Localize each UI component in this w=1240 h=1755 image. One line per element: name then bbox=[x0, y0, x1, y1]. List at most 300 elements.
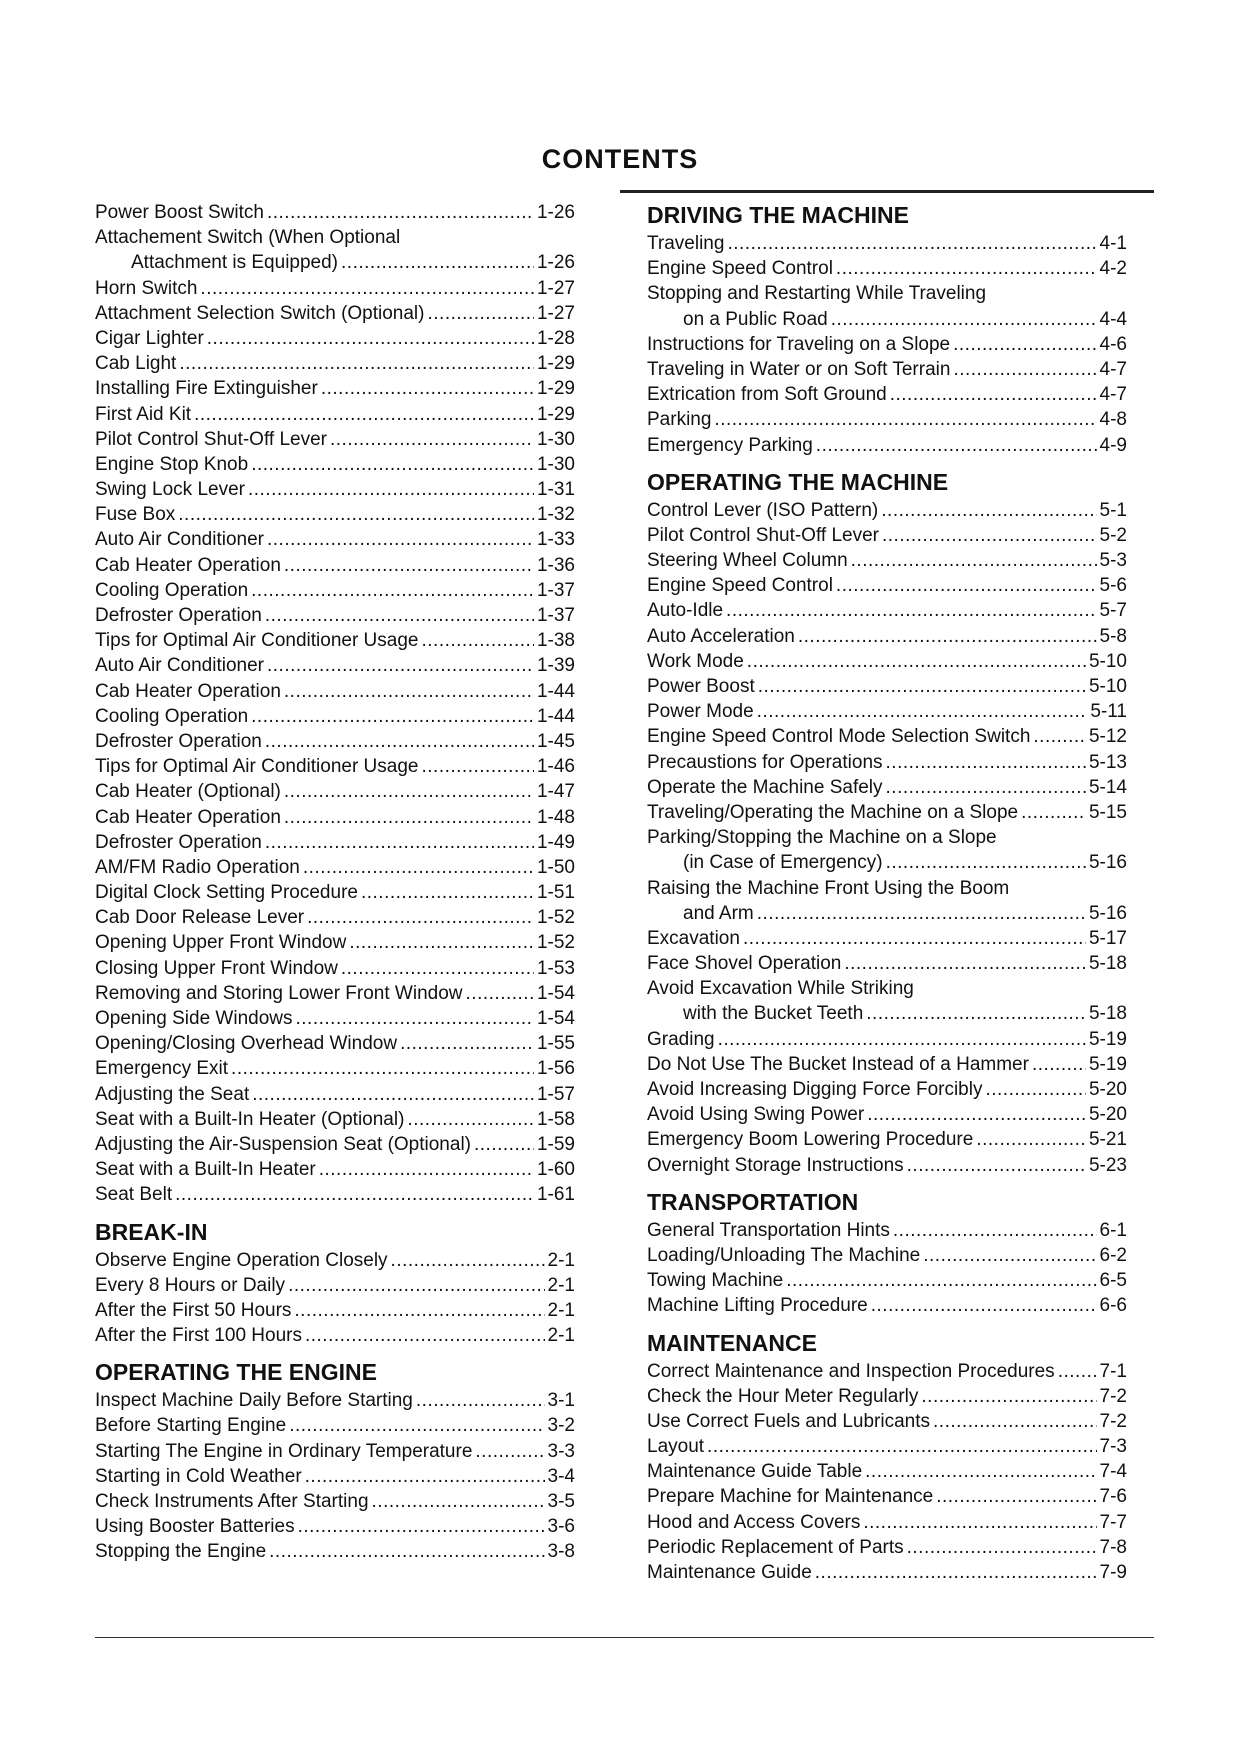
toc-entry-page: 1-55 bbox=[536, 1033, 575, 1055]
toc-entry-label: Auto Air Conditioner bbox=[95, 655, 264, 677]
toc-entry-label: AM/FM Radio Operation bbox=[95, 856, 300, 878]
toc-entry-label: Observe Engine Operation Closely bbox=[95, 1249, 388, 1271]
toc-entry-label: Cab Heater Operation bbox=[95, 680, 281, 702]
toc-entry-label: Auto Acceleration bbox=[647, 625, 795, 647]
toc-entry-page: 1-29 bbox=[536, 403, 575, 425]
toc-entry-label: Cab Heater Operation bbox=[95, 554, 281, 576]
toc-entry-label: Opening Side Windows bbox=[95, 1008, 293, 1029]
toc-entry-page: 4-6 bbox=[1099, 333, 1127, 355]
toc-entry-label: Starting in Cold Weather bbox=[95, 1465, 302, 1487]
toc-entry-label: Maintenance Guide bbox=[647, 1562, 812, 1583]
toc-entry bbox=[647, 1052, 1127, 1077]
toc-entry-label: Pilot Control Shut-Off Lever bbox=[647, 524, 879, 546]
toc-entry-page: 1-29 bbox=[536, 353, 575, 375]
dot-leader bbox=[248, 477, 534, 502]
toc-entry bbox=[95, 1273, 575, 1298]
toc-entry bbox=[647, 1510, 1127, 1535]
toc-entry-page: 5-10 bbox=[1088, 676, 1127, 697]
toc-entry-page: 3-5 bbox=[547, 1491, 575, 1512]
toc-section-break-in bbox=[95, 1217, 575, 1349]
dot-leader bbox=[284, 679, 534, 704]
toc-section-operating-engine bbox=[95, 1357, 575, 1564]
dot-leader bbox=[844, 951, 1086, 976]
toc-entry-label: Engine Speed Control bbox=[647, 575, 833, 597]
dot-leader bbox=[886, 775, 1086, 800]
toc-entry-page: 4-1 bbox=[1099, 233, 1127, 254]
toc-entry: Parking/Stopping the Machine on a Slope bbox=[647, 827, 997, 849]
toc-entry bbox=[95, 930, 575, 955]
toc-entry bbox=[95, 1539, 575, 1564]
dot-leader bbox=[294, 1298, 544, 1323]
toc-entry-page: 5-20 bbox=[1088, 1104, 1127, 1126]
right-column bbox=[647, 200, 1127, 1585]
toc-entry-page: 2-1 bbox=[547, 1249, 575, 1271]
toc-entry-label: Horn Switch bbox=[95, 277, 198, 299]
toc-entry bbox=[95, 477, 575, 502]
toc-entry-label: Cab Heater Operation bbox=[95, 806, 281, 828]
dot-leader bbox=[727, 231, 1096, 256]
dot-leader bbox=[718, 1027, 1086, 1052]
toc-entry bbox=[95, 779, 575, 804]
toc-entry-label: Cab Light bbox=[95, 353, 177, 375]
dot-leader bbox=[251, 452, 534, 477]
toc-entry bbox=[647, 523, 1127, 548]
toc-entry-page: 1-36 bbox=[536, 554, 575, 576]
toc-entry-label: (in Case of Emergency) bbox=[683, 852, 883, 874]
toc-entry-page: 1-52 bbox=[536, 932, 575, 954]
toc-entry bbox=[95, 1056, 575, 1081]
toc-entry-page: 7-1 bbox=[1099, 1360, 1127, 1382]
toc-entry-page: 4-4 bbox=[1099, 308, 1127, 330]
toc-entry-page: 1-61 bbox=[536, 1184, 575, 1206]
toc-entry bbox=[647, 231, 1127, 256]
toc-entry-label: Attachment Selection Switch (Optional) bbox=[95, 302, 425, 324]
toc-section-operating-machine bbox=[647, 467, 1127, 1178]
toc-entry-page: 4-2 bbox=[1099, 258, 1127, 280]
toc-entry bbox=[647, 1560, 1127, 1585]
toc-entry bbox=[647, 1293, 1127, 1318]
toc-entry bbox=[647, 724, 1127, 749]
toc-entry bbox=[95, 855, 575, 880]
toc-section-intro bbox=[95, 200, 575, 1208]
toc-entry: Stopping and Restarting While Traveling bbox=[647, 283, 987, 305]
toc-entry-page: 5-19 bbox=[1088, 1053, 1127, 1075]
toc-entry-page: 5-20 bbox=[1088, 1079, 1127, 1100]
toc-entry-page: 6-2 bbox=[1099, 1244, 1127, 1266]
section-heading-operating-engine: OPERATING THE ENGINE bbox=[95, 1359, 377, 1386]
toc-entry-label: Emergency Exit bbox=[95, 1058, 229, 1080]
dot-leader bbox=[341, 956, 534, 981]
toc-entry bbox=[95, 603, 575, 628]
dot-leader bbox=[921, 1384, 1096, 1409]
left-column bbox=[95, 200, 575, 1565]
toc-entry bbox=[95, 1298, 575, 1323]
toc-entry-page: 5-6 bbox=[1099, 575, 1127, 597]
toc-entry-page: 6-1 bbox=[1099, 1219, 1127, 1241]
toc-entry-label: Cooling Operation bbox=[95, 705, 249, 727]
toc-entry bbox=[95, 502, 575, 527]
toc-entry-label: Check Instruments After Starting bbox=[95, 1491, 369, 1512]
toc-entry-page: 2-1 bbox=[547, 1299, 575, 1321]
toc-entry-page: 1-38 bbox=[536, 630, 575, 652]
toc-entry bbox=[95, 679, 575, 704]
toc-entry bbox=[647, 901, 1127, 926]
toc-entry bbox=[647, 433, 1127, 458]
dot-leader bbox=[836, 256, 1097, 281]
toc-entry bbox=[647, 382, 1127, 407]
toc-entry bbox=[647, 1384, 1127, 1409]
toc-entry bbox=[95, 1082, 575, 1107]
toc-entry-page: 5-10 bbox=[1088, 650, 1127, 672]
toc-entry-page: 5-18 bbox=[1088, 953, 1127, 975]
toc-entry-label: Traveling in Water or on Soft Terrain bbox=[647, 358, 951, 380]
toc-entry bbox=[647, 624, 1127, 649]
toc-entry-page: 1-59 bbox=[536, 1133, 575, 1155]
toc-entry-label: First Aid Kit bbox=[95, 403, 192, 425]
toc-entry-label: Avoid Increasing Digging Force Forcibly bbox=[647, 1079, 983, 1100]
toc-entry bbox=[647, 407, 1127, 432]
toc-entry-page: 1-44 bbox=[536, 680, 575, 702]
toc-entry bbox=[647, 775, 1127, 800]
footer-rule bbox=[95, 1637, 1154, 1638]
toc-entry-page: 3-6 bbox=[547, 1516, 575, 1538]
toc-entry-page: 1-37 bbox=[536, 579, 575, 601]
toc-entry-label: General Transportation Hints bbox=[647, 1219, 890, 1241]
toc-entry-label: Before Starting Engine bbox=[95, 1415, 287, 1437]
toc-entry bbox=[647, 256, 1127, 281]
toc-entry-page: 2-1 bbox=[547, 1274, 575, 1296]
toc-entry-label: Swing Lock Lever bbox=[95, 479, 245, 501]
dot-leader bbox=[865, 1459, 1096, 1484]
toc-entry bbox=[95, 527, 575, 552]
toc-entry-label: Auto-Idle bbox=[647, 600, 724, 622]
dot-leader bbox=[288, 1273, 544, 1298]
toc-entry bbox=[95, 376, 575, 401]
toc-entry-label: Periodic Replacement of Parts bbox=[647, 1536, 904, 1558]
toc-entry-page: 4-7 bbox=[1099, 358, 1127, 380]
dot-leader bbox=[231, 1056, 534, 1081]
toc-entry bbox=[647, 1484, 1127, 1509]
toc-entry-label: Towing Machine bbox=[647, 1270, 784, 1292]
dot-leader bbox=[475, 1439, 544, 1464]
dot-leader bbox=[757, 901, 1086, 926]
toc-entry bbox=[647, 548, 1127, 573]
toc-entry bbox=[647, 1127, 1127, 1152]
toc-entry-page: 5-14 bbox=[1088, 776, 1127, 798]
dot-leader bbox=[707, 1434, 1096, 1459]
toc-entry-label: Pilot Control Shut-Off Lever bbox=[95, 428, 327, 450]
toc-entry-page: 5-19 bbox=[1088, 1028, 1127, 1050]
dot-leader bbox=[296, 1006, 534, 1031]
dot-leader bbox=[289, 1413, 544, 1438]
toc-entry bbox=[95, 1323, 575, 1348]
dot-leader bbox=[321, 376, 534, 401]
toc-entry bbox=[95, 553, 575, 578]
toc-entry-page: 7-4 bbox=[1099, 1461, 1127, 1483]
toc-entry bbox=[647, 1001, 1127, 1026]
toc-entry-page: 1-54 bbox=[536, 1008, 575, 1029]
dot-leader bbox=[743, 926, 1086, 951]
dot-leader bbox=[307, 905, 534, 930]
dot-leader bbox=[893, 1218, 1097, 1243]
toc-entry bbox=[647, 1359, 1127, 1384]
toc-entry bbox=[95, 880, 575, 905]
toc-entry-label: Cigar Lighter bbox=[95, 327, 204, 349]
toc-entry-label: Digital Clock Setting Procedure bbox=[95, 882, 358, 904]
toc-entry: Raising the Machine Front Using the Boom bbox=[647, 877, 1010, 899]
dot-leader bbox=[886, 850, 1086, 875]
toc-entry-page: 1-45 bbox=[536, 730, 575, 752]
toc-entry-page: 1-49 bbox=[536, 831, 575, 853]
toc-entry bbox=[95, 628, 575, 653]
toc-entry-label: Removing and Storing Lower Front Window bbox=[95, 982, 463, 1004]
dot-leader bbox=[305, 1323, 545, 1348]
toc-entry-label: Traveling/Operating the Machine on a Slope bbox=[647, 801, 1019, 823]
toc-entry-label: Control Lever (ISO Pattern) bbox=[647, 499, 879, 521]
toc-entry-label: Opening Upper Front Window bbox=[95, 932, 347, 954]
dot-leader bbox=[407, 1107, 534, 1132]
dot-leader bbox=[428, 301, 534, 326]
toc-entry-page: 1-30 bbox=[536, 428, 575, 450]
toc-entry-label: Starting The Engine in Ordinary Temperature bbox=[95, 1440, 473, 1462]
toc-entry bbox=[95, 1157, 575, 1182]
dot-leader bbox=[349, 930, 534, 955]
toc-entry-label: Adjusting the Seat bbox=[95, 1083, 250, 1105]
dot-leader bbox=[871, 1293, 1097, 1318]
toc-entry-page: 2-1 bbox=[547, 1325, 575, 1347]
section-heading-maintenance: MAINTENANCE bbox=[647, 1329, 817, 1356]
toc-entry-label: Using Booster Batteries bbox=[95, 1516, 295, 1538]
toc-entry-label: Use Correct Fuels and Lubricants bbox=[647, 1410, 931, 1432]
toc-entry-page: 4-9 bbox=[1099, 434, 1127, 456]
toc-entry-label: Work Mode bbox=[647, 650, 744, 672]
toc-entry-page: 1-27 bbox=[536, 277, 575, 299]
toc-entry-page: 5-8 bbox=[1099, 625, 1127, 647]
toc-entry-label: Instructions for Traveling on a Slope bbox=[647, 333, 951, 355]
toc-entry bbox=[95, 1031, 575, 1056]
toc-entry-label: Seat with a Built-In Heater bbox=[95, 1159, 316, 1181]
toc-entry-page: 1-48 bbox=[536, 806, 575, 828]
toc-entry-page: 3-2 bbox=[547, 1415, 575, 1437]
toc-entry bbox=[647, 1243, 1127, 1268]
dot-leader bbox=[251, 704, 534, 729]
toc-entry bbox=[647, 1218, 1127, 1243]
toc-entry-label: Defroster Operation bbox=[95, 605, 262, 626]
dot-leader bbox=[886, 750, 1086, 775]
toc-entry bbox=[647, 850, 1127, 875]
toc-entry-label: Precaustions for Operations bbox=[647, 751, 883, 773]
toc-entry-label: Do Not Use The Bucket Instead of a Hammer bbox=[647, 1053, 1029, 1075]
toc-entry-page: 5-15 bbox=[1088, 801, 1127, 823]
toc-entry-label: Hood and Access Covers bbox=[647, 1511, 861, 1533]
toc-entry-page: 3-1 bbox=[547, 1390, 575, 1412]
toc-entry-label: Maintenance Guide Table bbox=[647, 1461, 863, 1483]
toc-entry bbox=[95, 427, 575, 452]
toc-entry-page: 7-3 bbox=[1099, 1436, 1127, 1458]
toc-entry-page: 7-2 bbox=[1099, 1410, 1127, 1432]
toc-entry-label: Installing Fire Extinguisher bbox=[95, 378, 318, 400]
dot-leader bbox=[747, 649, 1086, 674]
toc-entry-page: 3-4 bbox=[547, 1465, 575, 1487]
toc-entry bbox=[95, 1514, 575, 1539]
toc-entry-page: 1-56 bbox=[536, 1058, 575, 1080]
toc-entry bbox=[95, 805, 575, 830]
section-heading-transportation: TRANSPORTATION bbox=[647, 1188, 859, 1215]
toc-entry-label: Parking bbox=[647, 409, 712, 431]
toc-entry bbox=[647, 674, 1127, 699]
toc-entry bbox=[647, 800, 1127, 825]
toc-entry-label: Tips for Optimal Air Conditioner Usage bbox=[95, 630, 419, 652]
toc-entry-page: 5-18 bbox=[1088, 1003, 1127, 1025]
toc-entry-label: Seat Belt bbox=[95, 1184, 173, 1206]
toc-entry-label: Engine Stop Knob bbox=[95, 453, 249, 475]
toc-entry bbox=[95, 729, 575, 754]
dot-leader bbox=[341, 250, 534, 275]
dot-leader bbox=[867, 1102, 1086, 1127]
toc-entry bbox=[95, 276, 575, 301]
toc-entry-label: Attachment is Equipped) bbox=[131, 252, 339, 274]
toc-entry-page: 1-31 bbox=[536, 479, 575, 501]
toc-entry-label: Loading/Unloading The Machine bbox=[647, 1244, 921, 1266]
toc-entry-page: 7-6 bbox=[1099, 1486, 1127, 1508]
dot-leader bbox=[252, 1082, 534, 1107]
dot-leader bbox=[200, 276, 534, 301]
toc-entry-page: 5-2 bbox=[1099, 524, 1127, 546]
toc-entry bbox=[95, 326, 575, 351]
toc-section-driving bbox=[647, 200, 1127, 458]
toc-entry-label: Fuse Box bbox=[95, 504, 176, 526]
dot-leader bbox=[1021, 800, 1086, 825]
toc-entry-page: 5-7 bbox=[1099, 600, 1127, 622]
dot-leader bbox=[881, 498, 1096, 523]
toc-section-transportation bbox=[647, 1187, 1127, 1319]
toc-entry-page: 4-8 bbox=[1099, 409, 1127, 431]
toc-entry bbox=[647, 498, 1127, 523]
toc-entry-label: Defroster Operation bbox=[95, 730, 262, 752]
toc-entry bbox=[647, 951, 1127, 976]
toc-entry bbox=[95, 351, 575, 376]
dot-leader bbox=[1033, 724, 1086, 749]
toc-entry-label: Cab Heater (Optional) bbox=[95, 781, 281, 803]
toc-entry bbox=[95, 1439, 575, 1464]
toc-entry-label: Prepare Machine for Maintenance bbox=[647, 1486, 934, 1508]
toc-entry-label: Every 8 Hours or Daily bbox=[95, 1274, 286, 1296]
toc-entry bbox=[647, 1459, 1127, 1484]
toc-entry bbox=[647, 573, 1127, 598]
page-title: CONTENTS bbox=[541, 144, 699, 174]
dot-leader bbox=[269, 1539, 544, 1564]
toc-entry-label: Engine Speed Control Mode Selection Switch bbox=[647, 726, 1031, 748]
dot-leader bbox=[421, 754, 533, 779]
dot-leader bbox=[815, 1560, 1097, 1585]
toc-section-maintenance bbox=[647, 1328, 1127, 1586]
toc-entry-label: Power Boost bbox=[647, 676, 755, 697]
toc-entry bbox=[647, 699, 1127, 724]
dot-leader bbox=[361, 880, 534, 905]
dot-leader bbox=[330, 427, 534, 452]
dot-leader bbox=[319, 1157, 534, 1182]
dot-leader bbox=[863, 1510, 1096, 1535]
toc-entry bbox=[95, 1388, 575, 1413]
toc-entry-label: Emergency Parking bbox=[647, 434, 813, 456]
toc-entry-page: 5-23 bbox=[1088, 1154, 1127, 1176]
toc-entry-label: Machine Lifting Procedure bbox=[647, 1295, 868, 1317]
toc-entry-page: 1-26 bbox=[536, 252, 575, 274]
dot-leader bbox=[836, 573, 1097, 598]
dot-leader bbox=[907, 1535, 1097, 1560]
section-heading-break-in: BREAK-IN bbox=[95, 1218, 208, 1245]
dot-leader bbox=[953, 357, 1096, 382]
toc-entry bbox=[95, 1132, 575, 1157]
toc-entry bbox=[647, 649, 1127, 674]
toc-entry-label: on a Public Road bbox=[683, 308, 828, 330]
toc-entry bbox=[95, 956, 575, 981]
dot-leader bbox=[416, 1388, 545, 1413]
toc-entry-page: 5-13 bbox=[1088, 751, 1127, 773]
dot-leader bbox=[267, 653, 534, 678]
dot-leader bbox=[1058, 1359, 1097, 1384]
toc-entry-page: 1-37 bbox=[536, 605, 575, 626]
toc-entry bbox=[647, 1268, 1127, 1293]
dot-leader bbox=[816, 433, 1097, 458]
toc-entry bbox=[647, 750, 1127, 775]
toc-entry bbox=[95, 1107, 575, 1132]
dot-leader bbox=[194, 402, 534, 427]
dot-leader bbox=[890, 382, 1097, 407]
toc-entry bbox=[647, 1077, 1127, 1102]
toc-entry-label: Layout bbox=[647, 1436, 705, 1458]
toc-entry-page: 7-7 bbox=[1099, 1511, 1127, 1533]
toc-entry-label: Steering Wheel Column bbox=[647, 550, 848, 572]
toc-entry-page: 1-53 bbox=[536, 957, 575, 979]
toc-entry-page: 1-52 bbox=[536, 907, 575, 929]
toc-entry-page: 6-5 bbox=[1099, 1270, 1127, 1292]
toc-entry bbox=[95, 250, 575, 275]
dot-leader bbox=[265, 603, 534, 628]
dot-leader bbox=[391, 1248, 545, 1273]
dot-leader bbox=[474, 1132, 534, 1157]
toc-entry-label: Power Boost Switch bbox=[95, 202, 264, 223]
toc-entry-label: Cab Door Release Lever bbox=[95, 907, 305, 929]
dot-leader bbox=[923, 1243, 1096, 1268]
toc-entry-page: 5-12 bbox=[1088, 726, 1127, 748]
toc-entry-page: 1-44 bbox=[536, 705, 575, 727]
toc-entry bbox=[647, 357, 1127, 382]
toc-entry-page: 1-57 bbox=[536, 1083, 575, 1105]
toc-entry-label: After the First 50 Hours bbox=[95, 1299, 292, 1321]
toc-entry-page: 5-1 bbox=[1099, 499, 1127, 521]
toc-entry-page: 1-46 bbox=[536, 756, 575, 778]
toc-entry-label: Check the Hour Meter Regularly bbox=[647, 1385, 919, 1407]
toc-entry-label: Power Mode bbox=[647, 701, 754, 723]
toc-entry-label: Stopping the Engine bbox=[95, 1541, 267, 1563]
toc-entry bbox=[95, 981, 575, 1006]
toc-entry bbox=[95, 1248, 575, 1273]
toc-entry-label: Avoid Using Swing Power bbox=[647, 1104, 865, 1126]
dot-leader bbox=[726, 598, 1096, 623]
dot-leader bbox=[866, 1001, 1086, 1026]
dot-leader bbox=[953, 332, 1096, 357]
toc-entry-label: Inspect Machine Daily Before Starting bbox=[95, 1390, 413, 1412]
toc-entry-label: Adjusting the Air-Suspension Seat (Optional) bbox=[95, 1133, 471, 1155]
dot-leader bbox=[758, 674, 1086, 699]
toc-entry-page: 1-39 bbox=[536, 655, 575, 677]
toc-entry-label: with the Bucket Teeth bbox=[683, 1003, 864, 1025]
title-rule bbox=[620, 190, 1154, 193]
toc-entry bbox=[95, 704, 575, 729]
dot-leader bbox=[907, 1153, 1086, 1178]
toc-entry-page: 5-17 bbox=[1088, 927, 1127, 949]
